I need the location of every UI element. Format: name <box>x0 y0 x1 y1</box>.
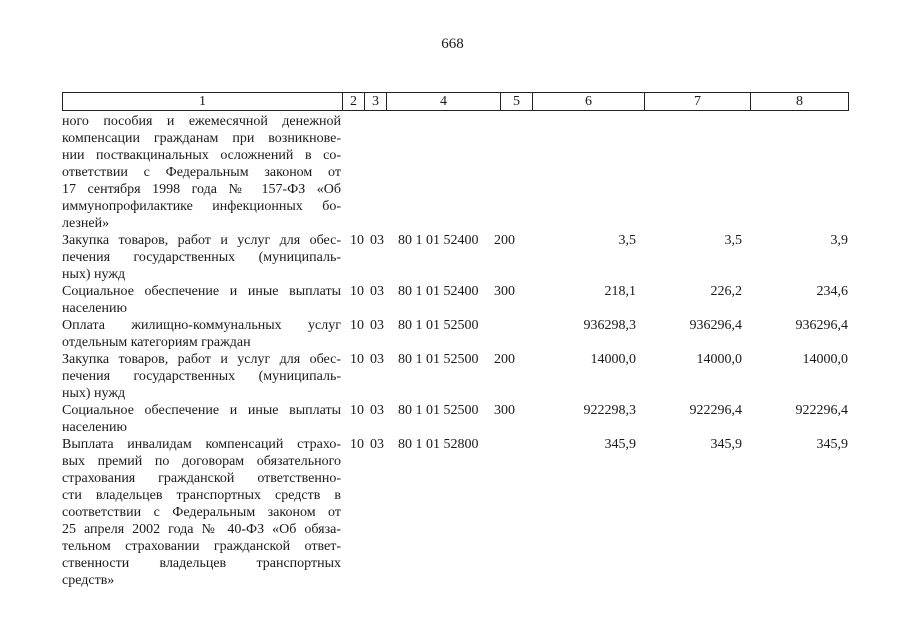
section-code: 10 <box>350 437 364 452</box>
header-col-6: 6 <box>533 93 645 111</box>
row-description <box>62 436 341 589</box>
amount-year-1: 14000,0 <box>590 352 636 367</box>
amount-year-3: 936296,4 <box>795 318 848 333</box>
description-line: ного пособия и ежемесячной денежной <box>62 114 341 129</box>
expense-type-code: 200 <box>494 233 515 248</box>
amount-year-2: 14000,0 <box>696 352 742 367</box>
description-line: ных) нужд <box>62 267 126 282</box>
amount-year-2: 922296,4 <box>689 403 742 418</box>
header-col-3: 3 <box>365 93 387 111</box>
description-line: соответствии с Федеральным законом от <box>62 505 341 520</box>
header-col-2: 2 <box>343 93 365 111</box>
header-col-1: 1 <box>63 93 343 111</box>
section-code: 10 <box>350 403 364 418</box>
target-article-code: 80 1 01 52800 <box>398 437 479 452</box>
description-line: Закупка товаров, работ и услуг для обес- <box>62 352 341 367</box>
description-line: ответствии с Федеральным законом от <box>62 165 341 180</box>
amount-year-2: 936296,4 <box>689 318 742 333</box>
header-col-8: 8 <box>751 93 849 111</box>
expense-type-code: 200 <box>494 352 515 367</box>
amount-year-1: 3,5 <box>618 233 636 248</box>
description-line: печения государственных (муниципаль- <box>62 250 341 265</box>
section-code: 10 <box>350 352 364 367</box>
row-description <box>62 317 341 351</box>
header-row <box>63 93 849 111</box>
target-article-code: 80 1 01 52500 <box>398 352 479 367</box>
subsection-code: 03 <box>370 437 384 452</box>
description-line: 25 апреля 2002 года № 40-ФЗ «Об обяза- <box>62 522 341 537</box>
amount-year-1: 922298,3 <box>583 403 636 418</box>
description-line: ственности владельцев транспортных <box>62 556 341 571</box>
description-line: Закупка товаров, работ и услуг для обес- <box>62 233 341 248</box>
description-line: сти владельцев транспортных средств в <box>62 488 341 503</box>
target-article-code: 80 1 01 52400 <box>398 284 479 299</box>
row-description <box>62 232 341 283</box>
description-line: страхования гражданской ответственно- <box>62 471 341 486</box>
description-line: 17 сентября 1998 года № 157-ФЗ «Об <box>62 182 341 197</box>
row-description <box>62 351 341 402</box>
table-row <box>62 402 852 436</box>
description-line: Выплата инвалидам компенсаций страхо- <box>62 437 341 452</box>
description-line: вых премий по договорам обязательного <box>62 454 341 469</box>
table-row <box>62 351 852 402</box>
header-col-4: 4 <box>387 93 501 111</box>
description-line: нии поствакцинальных осложнений в со- <box>62 148 341 163</box>
description-line: Оплата жилищно-коммунальных услуг <box>62 318 341 333</box>
section-code: 10 <box>350 318 364 333</box>
section-code: 10 <box>350 284 364 299</box>
target-article-code: 80 1 01 52500 <box>398 403 479 418</box>
header-col-7: 7 <box>645 93 751 111</box>
amount-year-3: 345,9 <box>816 437 848 452</box>
section-code: 10 <box>350 233 364 248</box>
description-line: тельном страховании гражданской ответ- <box>62 539 341 554</box>
target-article-code: 80 1 01 52400 <box>398 233 479 248</box>
amount-year-1: 936298,3 <box>583 318 636 333</box>
table-body <box>62 113 852 589</box>
table-row <box>62 232 852 283</box>
table-row <box>62 317 852 351</box>
amount-year-2: 345,9 <box>710 437 742 452</box>
amount-year-3: 234,6 <box>816 284 848 299</box>
description-line: компенсации гражданам при возникнове- <box>62 131 341 146</box>
description-line: печения государственных (муниципаль- <box>62 369 341 384</box>
description-line: средств» <box>62 573 115 588</box>
description-line: лезней» <box>62 216 110 231</box>
table-row <box>62 283 852 317</box>
description-line: иммунопрофилактике инфекционных бо- <box>62 199 341 214</box>
table-header <box>62 92 849 111</box>
description-line: отдельным категориям граждан <box>62 335 251 350</box>
subsection-code: 03 <box>370 403 384 418</box>
amount-year-1: 218,1 <box>604 284 636 299</box>
amount-year-3: 14000,0 <box>802 352 848 367</box>
amount-year-2: 3,5 <box>724 233 742 248</box>
amount-year-1: 345,9 <box>604 437 636 452</box>
expense-type-code: 300 <box>494 284 515 299</box>
row-description <box>62 283 341 317</box>
subsection-code: 03 <box>370 352 384 367</box>
expense-type-code: 300 <box>494 403 515 418</box>
row-description <box>62 402 341 436</box>
table-row <box>62 436 852 589</box>
subsection-code: 03 <box>370 318 384 333</box>
amount-year-3: 3,9 <box>830 233 848 248</box>
description-line: Социальное обеспечение и иные выплаты <box>62 284 341 299</box>
subsection-code: 03 <box>370 284 384 299</box>
description-line: ных) нужд <box>62 386 126 401</box>
page-number: 668 <box>441 36 464 52</box>
description-line: населению <box>62 301 127 316</box>
header-col-5: 5 <box>501 93 533 111</box>
amount-year-3: 922296,4 <box>795 403 848 418</box>
row-description <box>62 113 341 232</box>
target-article-code: 80 1 01 52500 <box>398 318 479 333</box>
subsection-code: 03 <box>370 233 384 248</box>
amount-year-2: 226,2 <box>710 284 742 299</box>
description-line: населению <box>62 420 127 435</box>
description-line: Социальное обеспечение и иные выплаты <box>62 403 341 418</box>
table-row <box>62 113 852 232</box>
